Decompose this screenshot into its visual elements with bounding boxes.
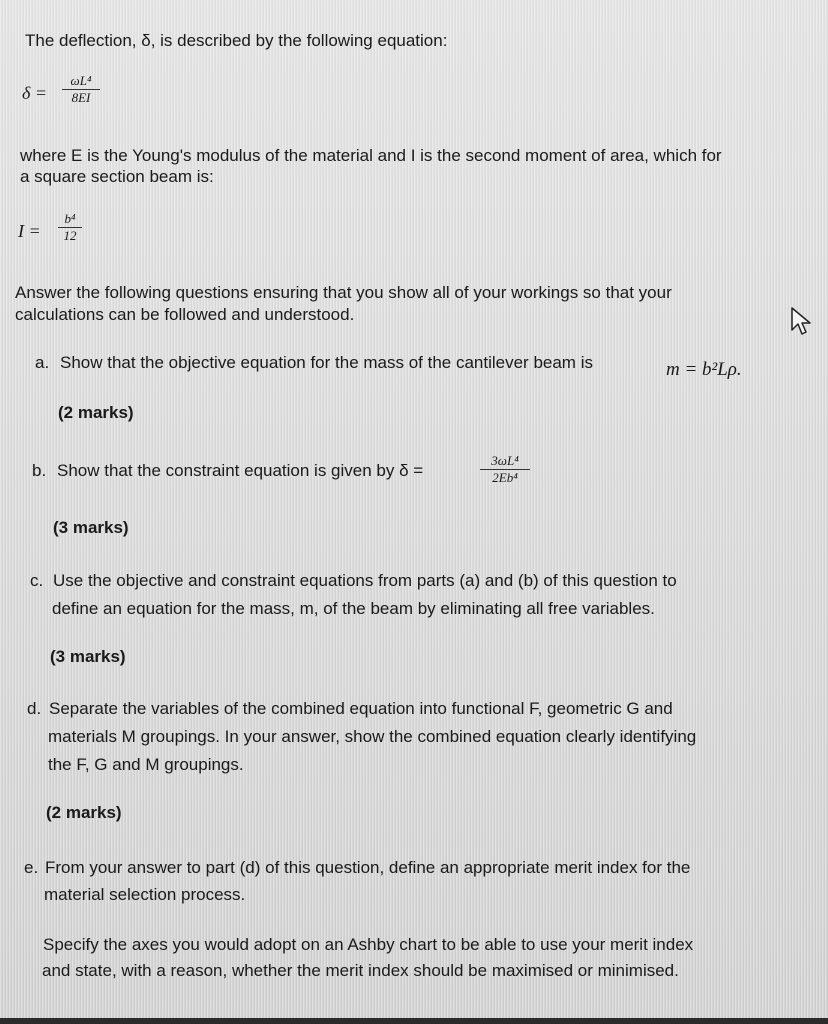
question-a-letter: a. bbox=[35, 353, 50, 372]
equation-2-lhs: I = bbox=[18, 221, 41, 241]
equation-1-numerator: ωL⁴ bbox=[70, 73, 92, 88]
equation-1-lhs: δ = bbox=[22, 83, 48, 103]
question-a-formula: m = b²Lρ. bbox=[666, 359, 742, 380]
question-e-text-1: From your answer to part (d) of this question, define an appropriate merit index for the bbox=[45, 858, 691, 877]
equation-1-denominator: 8EI bbox=[71, 90, 91, 105]
question-b-denominator: 2Eb⁴ bbox=[492, 470, 518, 485]
question-a-text: Show that the objective equation for the mass of the cantilever beam is bbox=[60, 353, 593, 372]
screen-bottom-edge bbox=[0, 1018, 828, 1024]
question-b-marks: (3 marks) bbox=[53, 518, 129, 537]
question-d-text-2: materials M groupings. In your answer, show the combined equation clearly identifying bbox=[48, 727, 697, 746]
mouse-pointer-icon bbox=[790, 306, 816, 341]
question-e-text-4: and state, with a reason, whether the merit index should be maximised or minimised. bbox=[42, 961, 679, 980]
question-e-text-3: Specify the axes you would adopt on an Ashby chart to be able to use your merit index bbox=[43, 935, 694, 954]
question-b-text: Show that the constraint equation is given by δ = bbox=[57, 461, 424, 480]
question-d-text-3: the F, G and M groupings. bbox=[48, 755, 244, 774]
equation-2-denominator: 12 bbox=[63, 228, 77, 243]
question-e-letter: e. bbox=[24, 858, 39, 877]
answer-line-2: calculations can be followed and understood. bbox=[15, 305, 355, 324]
question-c-text-1: Use the objective and constraint equations from parts (a) and (b) of this question to bbox=[53, 571, 677, 590]
question-c-letter: c. bbox=[30, 571, 44, 590]
where-line-1: where E is the Young's modulus of the material and I is the second moment of area, which for bbox=[20, 146, 722, 165]
intro-line: The deflection, δ, is described by the following equation: bbox=[25, 31, 448, 50]
question-d-marks: (2 marks) bbox=[46, 803, 122, 822]
question-a-marks: (2 marks) bbox=[58, 403, 134, 422]
question-b-letter: b. bbox=[32, 461, 47, 480]
question-d-text-1: Separate the variables of the combined equation into functional F, geometric G and bbox=[49, 699, 673, 718]
equation-2-numerator: b⁴ bbox=[64, 211, 76, 226]
where-line-2: a square section beam is: bbox=[20, 167, 214, 186]
equation-2-fraction bbox=[58, 212, 82, 243]
question-b-fraction bbox=[480, 454, 530, 485]
question-e-text-2: material selection process. bbox=[44, 885, 246, 904]
answer-line-1: Answer the following questions ensuring that you show all of your workings so that your bbox=[15, 283, 672, 302]
question-c-text-2: define an equation for the mass, m, of the beam by eliminating all free variables. bbox=[52, 599, 655, 618]
question-d-letter: d. bbox=[27, 699, 42, 718]
question-b-numerator: 3ωL⁴ bbox=[491, 453, 519, 468]
equation-1-fraction bbox=[62, 74, 100, 105]
question-c-marks: (3 marks) bbox=[50, 647, 126, 666]
